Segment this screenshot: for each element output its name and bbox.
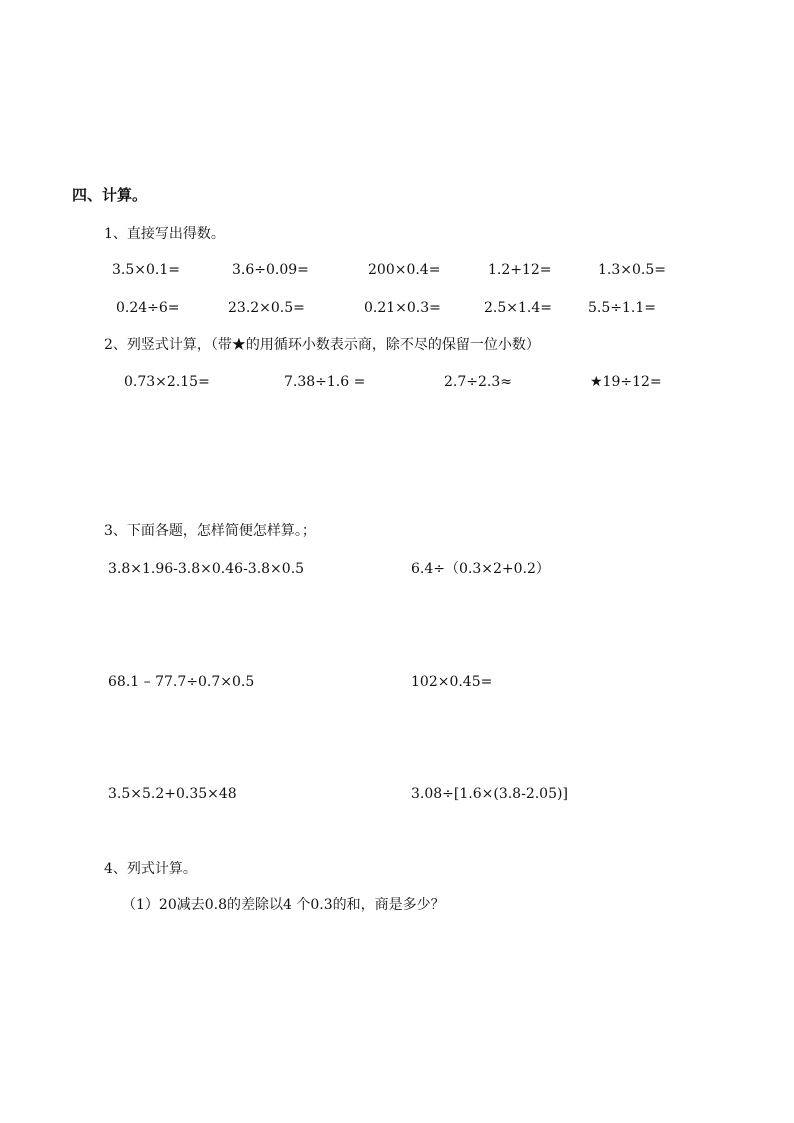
- part1-problem: 1.3×0.5=: [598, 262, 666, 278]
- part1-heading: 1、直接写出得数。: [104, 226, 225, 242]
- part1-problem: 2.5×1.4=: [484, 300, 552, 316]
- part2-heading: 2、列竖式计算，（带★的用循环小数表示商，除不尽的保留一位小数）: [104, 337, 540, 353]
- part1-problem: 5.5÷1.1=: [588, 300, 656, 316]
- part3-problem: 3.08÷[1.6×(3.8-2.05)]: [411, 786, 568, 802]
- part2-problem: 7.38÷1.6 =: [284, 374, 366, 390]
- part1-problem: 23.2×0.5=: [228, 300, 305, 316]
- part1-problem: 3.6÷0.09=: [232, 262, 309, 278]
- part3-problem: 102×0.45=: [411, 674, 493, 690]
- part1-problem: 3.5×0.1=: [112, 262, 180, 278]
- part3-problem: 68.1 – 77.7÷0.7×0.5: [108, 674, 255, 690]
- part3-problem: 3.8×1.96-3.8×0.46-3.8×0.5: [108, 561, 305, 577]
- part4-heading: 4、列式计算。: [104, 861, 197, 877]
- part3-problem: 6.4÷（0.3×2+0.2）: [411, 561, 550, 577]
- part2-problem: 0.73×2.15=: [124, 374, 210, 390]
- part2-problem: ★19÷12=: [590, 374, 662, 390]
- part4-question: （1）20减去0.8的差除以4 个0.3的和，商是多少？: [122, 897, 445, 913]
- part3-problem: 3.5×5.2+0.35×48: [108, 786, 237, 802]
- part1-problem: 0.24÷6=: [116, 300, 180, 316]
- part1-problem: 1.2+12=: [488, 262, 552, 278]
- section-title: 四、计算。: [72, 186, 148, 204]
- part3-heading: 3、下面各题，怎样简便怎样算。；: [104, 523, 316, 539]
- part2-problem: 2.7÷2.3≈: [444, 374, 512, 390]
- part1-problem: 200×0.4=: [368, 262, 441, 278]
- part1-problem: 0.21×0.3=: [364, 300, 441, 316]
